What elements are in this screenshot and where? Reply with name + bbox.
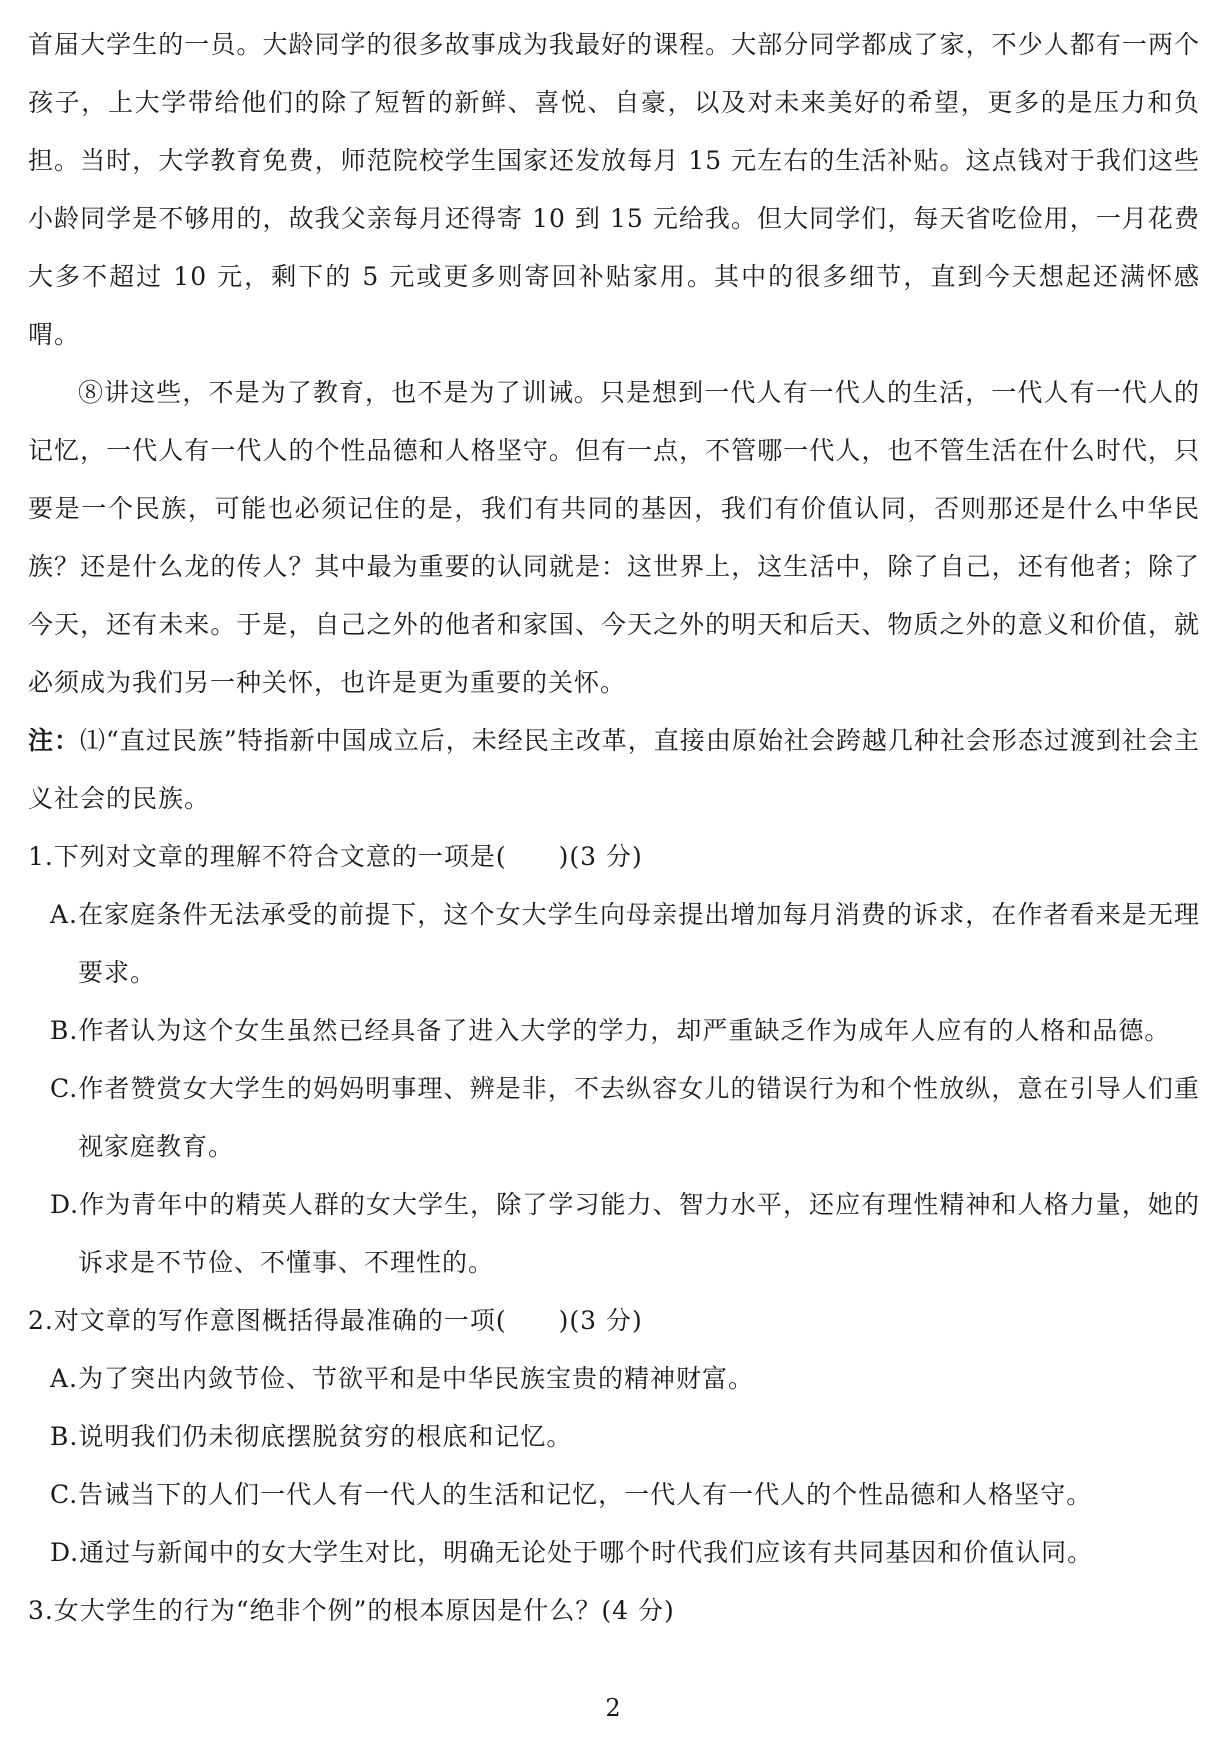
question-2-option-d: D.通过与新闻中的女大学生对比，明确无论处于哪个时代我们应该有共同基因和价值认同。: [50, 1538, 1094, 1567]
paragraph-7-continued: 首届大学生的一员。大龄同学的很多故事成为我最好的课程。大部分同学都成了家，不少人都有一两个孩子，上大学带给他们的除了短暂的新鲜、喜悦、自豪，以及对未来美好的希望，更多的是压力和负担。当时，大学教育免费，师范院校学生国家还发放每月 15 元左右的生活补贴。这点钱对于我们这些小龄同学是不够用的，故我父亲每月还得寄 10 到 15 元给我。但大同学们，每天省吃俭用，一月花费大多不超过 10 元，剩下的 5 元或更多则寄回补贴家用。其中的很多细节，直到今天想起还满怀感喟。: [28, 30, 1200, 349]
question-3: [28, 1582, 1200, 1640]
paragraph-8: ⑧讲这些，不是为了教育，也不是为了训诫。只是想到一代人有一代人的生活，一代人有一代人的记忆，一代人有一代人的个性品德和人格坚守。但有一点，不管哪一代人，也不管生活在什么时代，只要是一个民族，可能也必须记住的是，我们有共同的基因，我们有价值认同，否则那还是什么中华民族？还是什么龙的传人？其中最为重要的认同就是：这世界上，这生活中，除了自己，还有他者；除了今天，还有未来。于是，自己之外的他者和家国、今天之外的明天和后天、物质之外的意义和价值，就必须成为我们另一种关怀，也许是更为重要的关怀。: [28, 378, 1200, 697]
note: [28, 712, 1200, 828]
document-page: [28, 16, 1200, 1640]
question-2-option-c: C.告诫当下的人们一代人有一代人的生活和记忆，一代人有一代人的个性品德和人格坚守。: [50, 1480, 1093, 1509]
question-2-stem: 2.对文章的写作意图概括得最准确的一项( )(3 分): [28, 1306, 643, 1335]
page-number: 2: [605, 1694, 621, 1722]
question-2: [28, 1292, 1200, 1582]
question-1: [28, 828, 1200, 1292]
question-1-option-a: A.在家庭条件无法承受的前提下，这个女大学生向母亲提出增加每月消费的诉求，在作者看来是无理要求。: [50, 900, 1200, 987]
question-1-stem: 1.下列对文章的理解不符合文意的一项是( )(3 分): [28, 842, 643, 871]
question-1-option-c: C.作者赞赏女大学生的妈妈明事理、辨是非，不去纵容女儿的错误行为和个性放纵，意在引导人们重视家庭教育。: [50, 1074, 1200, 1161]
note-text: ⑴“直过民族”特指新中国成立后，未经民主改革，直接由原始社会跨越几种社会形态过渡到社会主义社会的民族。: [28, 726, 1200, 813]
note-label: 注：: [28, 726, 81, 755]
question-2-option-b: B.说明我们仍未彻底摆脱贫穷的根底和记忆。: [50, 1422, 573, 1451]
question-1-option-d: D.作为青年中的精英人群的女大学生，除了学习能力、智力水平，还应有理性精神和人格力量，她的诉求是不节俭、不懂事、不理性的。: [50, 1190, 1200, 1277]
question-2-option-a: A.为了突出内敛节俭、节欲平和是中华民族宝贵的精神财富。: [50, 1364, 755, 1393]
question-1-option-b: B.作者认为这个女生虽然已经具备了进入大学的学力，却严重缺乏作为成年人应有的人格和品德。: [50, 1016, 1171, 1045]
question-3-stem: 3.女大学生的行为“绝非个例”的根本原因是什么？(4 分): [28, 1596, 675, 1625]
